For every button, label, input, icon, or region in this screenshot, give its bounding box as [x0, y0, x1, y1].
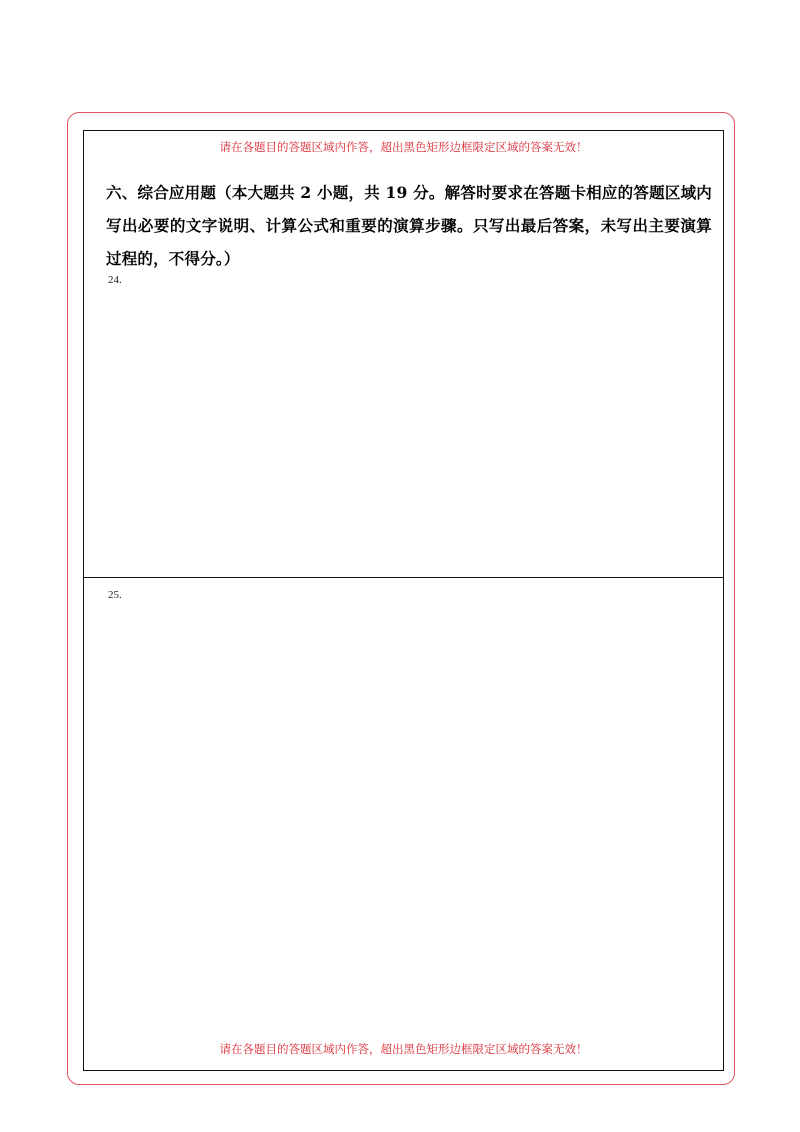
- notice-bottom: 请在各题目的答题区域内作答，超出黑色矩形边框限定区域的答案无效！: [219, 1042, 588, 1056]
- notice-top: 请在各题目的答题区域内作答，超出黑色矩形边框限定区域的答案无效！: [219, 140, 588, 154]
- section-heading: 六、综合应用题（本大题共 2 小题，共 19 分。解答时要求在答题卡相应的答题区域内写出必要的文字说明、计算公式和重要的演算步骤。只写出最后答案，未写出主要演算过程的，不得分。）: [106, 183, 712, 268]
- question-25-number: 25.: [108, 589, 122, 601]
- question-24-answer-area[interactable]: [85, 292, 722, 574]
- question-24-number: 24.: [108, 274, 122, 286]
- question-25-answer-area[interactable]: [85, 606, 722, 1036]
- question-divider: [83, 577, 724, 578]
